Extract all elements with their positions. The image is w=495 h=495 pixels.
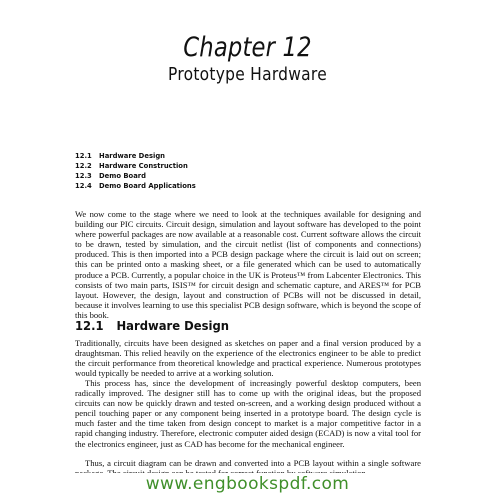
- body-paragraph: Traditionally, circuits have been designed as sketches on paper and a final version produced by a draughtsman. This relied heavily on the experience of the electronics engineer to be able to predict the circuit performance from theoretical knowledge and practical experience. Numerous prototypes would typically be needed to arrive at a working solution.: [75, 338, 421, 379]
- toc-item: [75, 161, 196, 171]
- section-title: Hardware Design: [116, 318, 230, 333]
- body-paragraph: This process has, since the development of increasingly powerful desktop computers, been radically improved. The designer still has to come up with the original ideas, but the proposed circuits can now be quickly drawn and tested on-screen, and a working design produced without a pencil touching paper or any component being inserted in a prototype board. The design cycle is much faster and the time taken from design concept to market is a major competitive factor in a rapid changing industry. Therefore, electronic computer aided design (ECAD) is now a vital tool for the electronics engineer, just as CAD has become for the mechanical engineer.: [75, 378, 421, 449]
- toc-item-number: 12.1: [75, 152, 92, 160]
- chapter-title: Prototype Hardware: [168, 64, 327, 85]
- toc-item: [75, 171, 196, 181]
- toc-item-number: 12.2: [75, 162, 92, 170]
- toc-item-label: Demo Board: [99, 172, 147, 180]
- intro-paragraph: We now come to the stage where we need to look at the techniques available for designing and building our PIC circuits. Circuit design, simulation and layout software has developed to the point where powerful packages are now available at a reasonable cost. Current software allows the circuit to be drawn, tested by simulation, and the circuit netlist (list of components and connections) produced. This is then imported into a PCB design package where the circuit is laid out on screen; this can be printed onto a masking sheet, or a file generated which can be used to automatically produce a PCB. Currently, a popular choice in the UK is Proteus™ from Labcenter Electronics. This consists of two main parts, ISIS™ for circuit design and schematic capture, and ARES™ for PCB layout. However, the design, layout and construction of PCBs will not be discussed in detail, because it involves learning to use this specialist PCB design software, which is beyond the scope of this book.: [75, 209, 421, 320]
- chapter-number: Chapter 12: [183, 32, 312, 63]
- watermark-link[interactable]: www.engbookspdf.com: [0, 473, 495, 495]
- section-number: 12.1: [75, 318, 104, 333]
- toc-item-number: 12.4: [75, 182, 92, 190]
- body-paragraph: Thus, a circuit diagram can be drawn and converted into a PCB layout within a single software: [85, 458, 421, 468]
- toc-item-number: 12.3: [75, 172, 92, 180]
- chapter-contents-list: [75, 151, 196, 191]
- toc-item-label: Hardware Construction: [99, 162, 188, 170]
- toc-item-label: Hardware Design: [99, 152, 166, 160]
- toc-item: [75, 181, 196, 191]
- section-heading: [75, 318, 229, 333]
- toc-item-label: Demo Board Applications: [99, 182, 196, 190]
- toc-item: [75, 151, 196, 161]
